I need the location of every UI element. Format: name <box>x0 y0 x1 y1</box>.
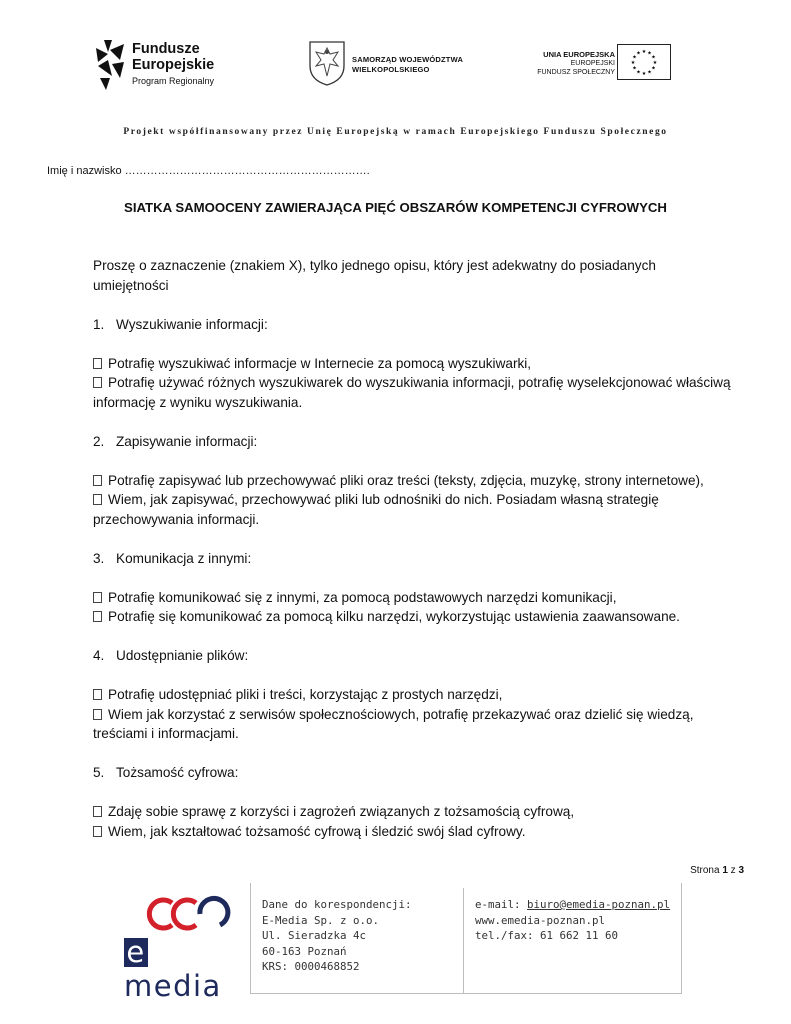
section-title: Udostępnianie plików: <box>116 648 249 663</box>
document-title: SIATKA SAMOOCENY ZAWIERAJĄCA PIĘĆ OBSZARÓW KOMPETENCJI CYFROWYCH <box>124 200 667 215</box>
option-text: Potrafię wyszukiwać informacje w Internecie za pomocą wyszukiwarki, <box>108 355 532 371</box>
project-funding-note: Projekt współfinansowany przez Unię Europejską w ramach Europejskiego Funduszu Społecznego <box>123 127 668 137</box>
eagle-crest-icon <box>308 40 346 86</box>
checkbox[interactable] <box>93 826 102 837</box>
section-number: 4. <box>93 648 105 663</box>
option-item <box>93 822 733 842</box>
eu-star-icon: ★ <box>641 49 647 55</box>
section-title: Wyszukiwanie informacji: <box>116 316 268 332</box>
contact-details <box>475 897 670 944</box>
option-item <box>93 802 733 822</box>
fe-logo-line2: Europejskie <box>132 57 215 73</box>
option-text: Potrafię zapisywać lub przechowywać pliki oraz treści (teksty, zdjęcia, muzykę, strony internetowe), <box>108 472 704 488</box>
option-item <box>93 705 733 744</box>
eu-star-icon: ★ <box>636 50 641 57</box>
correspondence-label: Dane do korespondencji: <box>262 898 412 911</box>
option-item <box>93 471 733 491</box>
option-text: Potrafię się komunikować za pomocą kilku narzędzi, wykorzystując ustawienia zaawansowane. <box>108 609 680 624</box>
checkbox[interactable] <box>93 377 102 388</box>
emedia-wordmark <box>124 935 245 1003</box>
eu-logo-line1: UNIA EUROPEJSKA <box>543 50 615 59</box>
section-title: Zapisywanie informacji: <box>116 433 258 449</box>
company-name: E-Media Sp. z o.o. <box>262 913 380 927</box>
option-text: Potrafię używać różnych wyszukiwarek do wyszukiwania informacji, potrafię wyselekcjonować właściwą informację z wyniku wyszukiwania. <box>93 375 731 410</box>
eu-logo <box>525 44 675 84</box>
option-text: Wiem, jak zapisywać, przechowywać pliki lub odnośniki do nich. Posiadam własną strategię przechowywania informacji. <box>93 492 659 527</box>
street-address: Ul. Sieradzka 4c <box>262 929 367 943</box>
option-item <box>93 685 733 705</box>
emedia-rings-icon <box>142 895 252 935</box>
website-link[interactable]: www.emedia-poznan.pl <box>475 913 606 927</box>
section-number: 5. <box>93 765 105 780</box>
fe-star-icon <box>94 38 130 90</box>
eu-star-icon: ★ <box>632 65 637 72</box>
checkbox[interactable] <box>93 494 102 505</box>
assessment-content <box>93 256 733 841</box>
eu-star-icon: ★ <box>630 60 636 66</box>
section-5 <box>93 763 733 841</box>
option-text: Potrafię komunikować się z innymi, za pomocą podstawowych narzędzi komunikacji, <box>108 589 617 605</box>
checkbox[interactable] <box>93 806 102 817</box>
section-number: 3. <box>93 550 105 566</box>
option-text: Potrafię udostępniać pliki i treści, korzystając z prostych narzędzi, <box>108 687 503 702</box>
section-number: 1. <box>93 316 105 332</box>
email-label: e-mail: <box>475 898 521 911</box>
checkbox[interactable] <box>93 358 102 369</box>
eu-logo-line3: FUNDUSZ SPOŁECZNY <box>537 69 615 76</box>
instructions-text: Proszę o zaznaczenie (znakiem X), tylko jednego opisu, który jest adekwatny do posiadanych umiejętności <box>93 258 656 293</box>
fundusze-europejskie-logo <box>94 38 224 90</box>
option-text: Zdaję sobie sprawę z korzyści i zagrożeń związanych z tożsamością cyfrową, <box>108 804 575 819</box>
page-total: 3 <box>738 865 744 876</box>
eu-star-icon: ★ <box>647 69 652 76</box>
footer-divider <box>463 888 464 993</box>
correspondence-details <box>262 897 412 975</box>
eu-star-icon: ★ <box>651 54 656 61</box>
option-item <box>93 373 733 412</box>
checkbox[interactable] <box>93 592 102 603</box>
checkbox[interactable] <box>93 709 102 720</box>
krs-number: KRS: 0000468852 <box>262 960 360 974</box>
eu-star-icon: ★ <box>647 50 652 57</box>
checkbox[interactable] <box>93 611 102 622</box>
eu-star-icon: ★ <box>632 54 637 61</box>
emedia-logo <box>120 895 245 1003</box>
page-prefix: Strona <box>690 865 720 876</box>
option-item <box>93 354 733 374</box>
option-text: Wiem jak korzystać z serwisów społecznościowych, potrafię przekazywać oraz dzielić się wiedzą, treściami i informacjami. <box>93 706 694 741</box>
region-logo-line2: WIELKOPOLSKIEGO <box>352 65 430 74</box>
emedia-text: media <box>124 969 222 1003</box>
checkbox[interactable] <box>93 475 102 486</box>
email-link[interactable]: biuro@emedia-poznan.pl <box>527 898 671 911</box>
option-item <box>93 588 733 608</box>
section-3 <box>93 549 733 627</box>
phone-fax: tel./fax: 61 662 11 60 <box>475 929 619 943</box>
section-number: 2. <box>93 433 105 449</box>
name-field-line: Imię i nazwisko …………………………………………………………. <box>47 165 370 177</box>
eu-logo-line2: EUROPEJSKI <box>570 60 615 67</box>
emedia-letter-e: e <box>124 938 148 967</box>
option-item <box>93 490 733 529</box>
page-current: 1 <box>722 865 728 876</box>
section-2 <box>93 432 733 530</box>
region-logo-line1: SAMORZĄD WOJEWÓDZTWA <box>352 55 464 64</box>
section-4 <box>93 646 733 744</box>
checkbox[interactable] <box>93 689 102 700</box>
section-title: Tożsamość cyfrowa: <box>116 765 239 780</box>
fe-logo-line1: Fundusze <box>132 41 200 57</box>
section-title: Komunikacja z innymi: <box>116 550 252 566</box>
page-number <box>690 865 744 876</box>
eu-star-icon: ★ <box>651 65 656 72</box>
section-1 <box>93 315 733 413</box>
option-text: Wiem, jak kształtować tożsamość cyfrową i śledzić swój ślad cyfrowy. <box>108 823 526 839</box>
eu-flag-icon <box>617 44 671 80</box>
eu-star-icon: ★ <box>652 60 658 66</box>
eu-star-icon: ★ <box>641 71 647 77</box>
wielkopolska-logo <box>308 40 468 86</box>
postal-city: 60-163 Poznań <box>262 944 347 958</box>
eu-star-icon: ★ <box>636 69 641 76</box>
page-separator: z <box>730 865 736 876</box>
fe-logo-line3: Program Regionalny <box>132 76 215 86</box>
option-item <box>93 607 733 627</box>
